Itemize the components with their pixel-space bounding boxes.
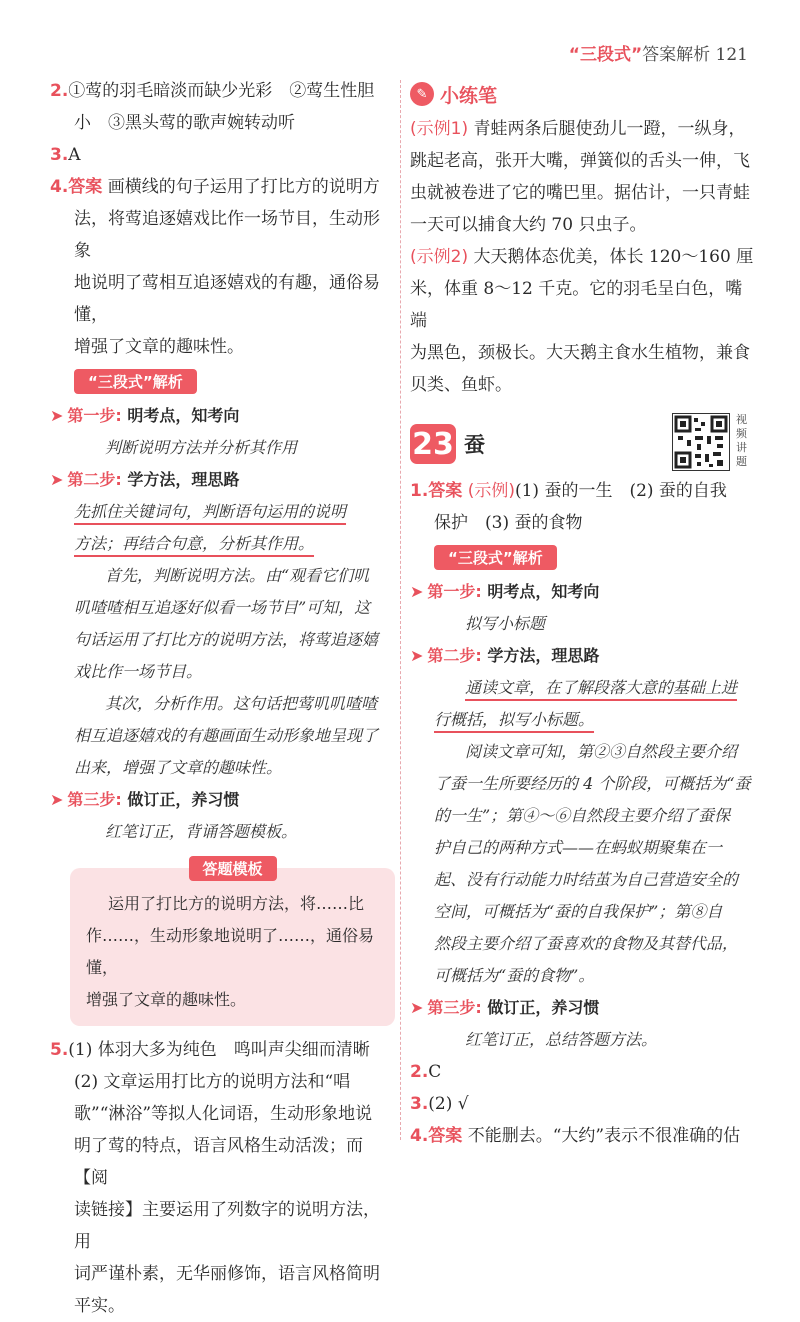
arrow-icon: ➤: [50, 790, 64, 809]
template-line3: 增强了文章的趣味性。: [86, 990, 247, 1009]
example2-line3: 为黑色，颈极长。大天鹅主食水生植物，兼食: [410, 343, 750, 363]
lesson-title: 蚕: [464, 432, 485, 457]
example1-line3: 虫就被卷进了它的嘴巴里。据估计，一只青蛙: [410, 183, 750, 203]
column-divider: [400, 80, 401, 1140]
page-number: 121: [715, 45, 748, 65]
example1: (示例1) 青蛙两条后腿使劲儿一蹬，一纵身，: [410, 119, 746, 139]
header-quoted: “三段式”: [568, 45, 643, 65]
r-q4: 4.答案 不能删去。“大约”表示不很准确的估: [410, 1126, 741, 1146]
practice-heading: ✎ 小练笔: [410, 75, 758, 113]
step2-underline-1: 先抓住关键词句，判断语句运用的说明: [74, 502, 347, 521]
r-step2-heading: ➤ 第二步: 学方法，理思路: [410, 646, 600, 665]
arrow-icon: ➤: [50, 406, 64, 425]
qr-code-icon[interactable]: [672, 413, 730, 471]
step2-p2-2: 相互追逐嬉戏的有趣画面生动形象地呈现了: [74, 726, 379, 745]
r-step2-underline-1: 通读文章，在了解段落大意的基础上进: [465, 678, 738, 697]
q5-line3: 歌”“淋浴”等拟人化词语，生动形象地说: [74, 1104, 373, 1124]
r-step1-body: 拟写小标题: [465, 614, 546, 633]
example2-line2: 米，体重 8～12 千克。它的羽毛呈白色，嘴端: [410, 279, 743, 331]
q5-line5: 读链接】主要运用了列数字的说明方法，用: [74, 1200, 380, 1252]
q4-line4: 增强了文章的趣味性。: [74, 337, 244, 357]
r-step2-p1-5: 起、没有行动能力时结茧为自己营造安全的: [434, 870, 739, 889]
arrow-icon: ➤: [50, 470, 64, 489]
q3: 3.A: [50, 145, 81, 165]
q5-line2: (2) 文章运用打比方的说明方法和“唱: [74, 1072, 351, 1092]
r-step2-p1-4: 护自己的两种方式——在蚂蚁期聚集在一: [434, 838, 723, 857]
pen-icon: ✎: [410, 82, 434, 106]
q5: 5.(1) 体羽大多为纯色 鸣叫声尖细而清晰: [50, 1040, 370, 1060]
step2-p2-1: 其次，分析作用。这句话把莺叽叽喳喳: [105, 694, 378, 713]
template-line2: 作……，生动形象地说明了……，通俗易懂，: [86, 926, 375, 977]
r-q2: 2.C: [410, 1062, 442, 1082]
example1-line4: 一天可以捕食大约 70 只虫子。: [410, 215, 647, 235]
analysis-pill: “三段式”解析: [434, 545, 557, 570]
step1-heading: ➤ 第一步: 明考点，知考向: [50, 406, 240, 425]
example2: (示例2) 大天鹅体态优美，体长 120～160 厘: [410, 247, 754, 267]
step3-body: 红笔订正，背诵答题模板。: [105, 822, 298, 841]
r-step2-p1-3: 的一生”；第④～⑥自然段主要介绍了蚕保: [434, 806, 731, 825]
r-step2-p1-8: 可概括为“蚕的食物”。: [434, 966, 595, 985]
q2-line2: 小 ③黑头莺的歌声婉转动听: [74, 113, 295, 133]
step2-p1-3: 句话运用了打比方的说明方法，将莺追逐嬉: [74, 630, 379, 649]
right-column: [410, 75, 758, 1152]
example1-line2: 跳起老高，张开大嘴，弹簧似的舌头一伸，飞: [410, 151, 750, 171]
q4: 4.答案 画横线的句子运用了打比方的说明方: [50, 177, 380, 197]
r-step2-p1-2: 了蚕一生所要经历的 4 个阶段，可概括为“蚕: [434, 774, 751, 793]
step2-p1-1: 首先，判断说明方法。由“观看它们叽: [105, 566, 370, 585]
step2-p1-4: 戏比作一场节目。: [74, 662, 203, 681]
q5-line4: 明了莺的特点，语言风格生动活泼；而【阅: [74, 1136, 363, 1188]
r-step3-body: 红笔订正，总结答题方法。: [465, 1030, 658, 1049]
q2: 2.①莺的羽毛暗淡而缺少光彩 ②莺生性胆: [50, 81, 375, 101]
r-step2-p1-7: 然段主要介绍了蚕喜欢的食物及其替代品，: [434, 934, 739, 953]
left-column: [50, 75, 395, 1322]
page-header: [569, 40, 748, 65]
step1-body: 判断说明方法并分析其作用: [105, 438, 298, 457]
header-title: 答案解析: [642, 45, 711, 65]
arrow-icon: ➤: [410, 646, 424, 665]
step2-p2-3: 出来，增强了文章的趣味性。: [74, 758, 283, 777]
q4-line3: 地说明了莺相互追逐嬉戏的有趣，通俗易懂，: [74, 273, 380, 325]
q5-line7: 平实。: [74, 1296, 125, 1316]
lesson-number: 23: [410, 424, 456, 464]
arrow-icon: ➤: [410, 998, 424, 1017]
example2-line4: 贝类、鱼虾。: [410, 375, 512, 395]
lesson-heading: [410, 413, 758, 475]
r-step2-underline-2: 行概括，拟写小标题。: [434, 710, 595, 729]
q5-line6: 词严谨朴素，无华丽修饰，语言风格简明: [74, 1264, 380, 1284]
step3-heading: ➤ 第三步: 做订正，养习惯: [50, 790, 240, 809]
r-q3: 3.(2) √: [410, 1094, 469, 1114]
r-q1: 1.答案 (示例)(1) 蚕的一生 (2) 蚕的自我: [410, 481, 727, 501]
template-line1: 运用了打比方的说明方法，将……比: [108, 894, 365, 913]
template-title: 答题模板: [188, 856, 276, 881]
r-q1-line2: 保护 (3) 蚕的食物: [434, 513, 583, 533]
r-step2-p1-1: 阅读文章可知，第②③自然段主要介绍: [465, 742, 738, 761]
answer-template-box: [70, 860, 395, 1026]
arrow-icon: ➤: [410, 582, 424, 601]
r-step1-heading: ➤ 第一步: 明考点，知考向: [410, 582, 600, 601]
r-step3-heading: ➤ 第三步: 做订正，养习惯: [410, 998, 600, 1017]
qr-label: 视频讲题: [736, 413, 747, 468]
q4-line2: 法，将莺追逐嬉戏比作一场节目，生动形象: [74, 209, 380, 261]
step2-heading: ➤ 第二步: 学方法，理思路: [50, 470, 240, 489]
step2-underline-2: 方法；再结合句意，分析其作用。: [74, 534, 315, 553]
analysis-pill: “三段式”解析: [74, 369, 197, 394]
step2-p1-2: 叽喳喳相互追逐好似看一场节目”可知，这: [74, 598, 371, 617]
r-step2-p1-6: 空间，可概括为“蚕的自我保护”；第⑧自: [434, 902, 723, 921]
